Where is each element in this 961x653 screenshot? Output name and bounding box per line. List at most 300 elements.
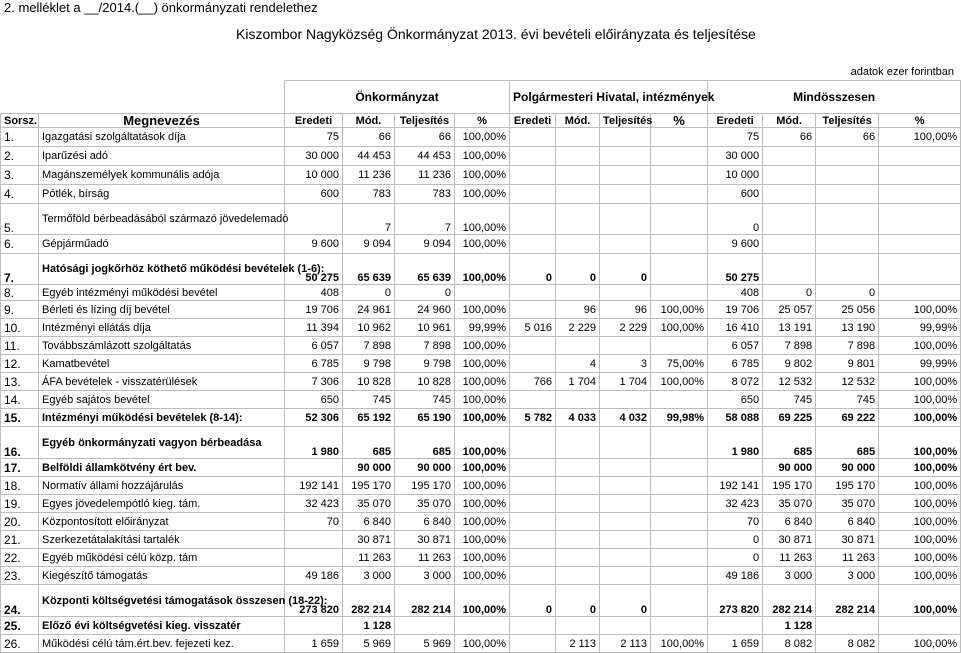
row-name: Igazgatási szolgáltatások díja [39, 128, 285, 147]
cell-value [879, 166, 961, 185]
row-name: Továbbszámlázott szolgáltatás [39, 337, 285, 355]
row-number: 12. [1, 355, 39, 373]
row-number: 2. [1, 147, 39, 166]
cell-value [651, 427, 708, 459]
row-number: 15. [1, 409, 39, 427]
cell-value: 745 [343, 391, 395, 409]
cell-value [600, 185, 651, 204]
cell-value: 100,00% [455, 128, 510, 147]
cell-value: 100,00% [879, 459, 961, 477]
cell-value [510, 285, 556, 301]
cell-value [879, 254, 961, 285]
cell-value [879, 147, 961, 166]
row-name: Központosított előirányzat [39, 513, 285, 531]
cell-value: 32 423 [708, 495, 763, 513]
cell-value: 7 306 [285, 373, 343, 391]
cell-value [556, 477, 600, 495]
col-header: Mód. [343, 114, 395, 128]
cell-value [510, 204, 556, 235]
cell-value: 9 801 [816, 355, 879, 373]
cell-value: 100,00% [651, 301, 708, 319]
cell-value: 100,00% [879, 495, 961, 513]
cell-value [651, 513, 708, 531]
cell-value: 11 236 [343, 166, 395, 185]
table-row [1, 391, 961, 409]
cell-value [600, 166, 651, 185]
cell-value: 8 072 [708, 373, 763, 391]
row-number: 21. [1, 531, 39, 549]
cell-value: 0 [708, 531, 763, 549]
cell-value: 282 214 [816, 585, 879, 617]
cell-value: 99,99% [455, 319, 510, 337]
col-header: % [879, 114, 961, 128]
col-header: Eredeti [285, 114, 343, 128]
cell-value [600, 128, 651, 147]
cell-value: 100,00% [455, 635, 510, 653]
cell-value [510, 635, 556, 653]
row-name: Kamatbevétel [39, 355, 285, 373]
cell-value [763, 166, 816, 185]
cell-value [510, 549, 556, 567]
row-name: Belföldi államkötvény ért bev. [39, 459, 285, 477]
cell-value [556, 391, 600, 409]
cell-value: 1 128 [343, 617, 395, 635]
cell-value [556, 531, 600, 549]
cell-value: 100,00% [879, 635, 961, 653]
cell-value: 9 094 [395, 235, 455, 254]
cell-value: 44 453 [395, 147, 455, 166]
cell-value: 90 000 [816, 459, 879, 477]
cell-value [600, 531, 651, 549]
cell-value: 685 [816, 427, 879, 459]
cell-value: 100,00% [879, 301, 961, 319]
col-header: Teljesítés [395, 114, 455, 128]
row-name: Központi költségvetési támogatások összesen (18-22): [39, 585, 285, 617]
cell-value [651, 549, 708, 567]
table-row [1, 549, 961, 567]
cell-value [556, 147, 600, 166]
units-note: adatok ezer forintban [850, 66, 954, 78]
cell-value: 100,00% [879, 409, 961, 427]
group-onkormanyzat: Önkormányzat [285, 81, 510, 114]
cell-value [816, 147, 879, 166]
cell-value: 7 898 [763, 337, 816, 355]
budget-table [0, 80, 961, 653]
cell-value: 9 094 [343, 235, 395, 254]
cell-value: 3 000 [816, 567, 879, 585]
cell-value [510, 531, 556, 549]
cell-value: 8 082 [816, 635, 879, 653]
row-number: 24. [1, 585, 39, 617]
table-row [1, 235, 961, 254]
cell-value [651, 254, 708, 285]
cell-value: 11 263 [763, 549, 816, 567]
cell-value: 0 [816, 285, 879, 301]
cell-value [651, 531, 708, 549]
cell-value: 99,99% [879, 319, 961, 337]
cell-value [285, 204, 343, 235]
cell-value: 783 [343, 185, 395, 204]
cell-value: 100,00% [455, 185, 510, 204]
cell-value [651, 337, 708, 355]
cell-value [600, 235, 651, 254]
cell-value: 195 170 [395, 477, 455, 495]
cell-value: 0 [708, 204, 763, 235]
col-header: Eredeti [708, 114, 763, 128]
cell-value: 50 275 [708, 254, 763, 285]
row-number: 25. [1, 617, 39, 635]
row-name: Bérleti és lízing díj bevétel [39, 301, 285, 319]
row-name: Egyes jövedelempótló kieg. tám. [39, 495, 285, 513]
cell-value [600, 617, 651, 635]
cell-value: 10 000 [285, 166, 343, 185]
cell-value: 75,00% [651, 355, 708, 373]
cell-value: 745 [395, 391, 455, 409]
cell-value [816, 185, 879, 204]
cell-value: 19 706 [285, 301, 343, 319]
cell-value [651, 166, 708, 185]
cell-value: 99,98% [651, 409, 708, 427]
cell-value: 30 871 [816, 531, 879, 549]
cell-value: 650 [708, 391, 763, 409]
cell-value: 10 961 [395, 319, 455, 337]
cell-value: 7 898 [343, 337, 395, 355]
cell-value: 100,00% [651, 373, 708, 391]
cell-value [708, 617, 763, 635]
table-row [1, 567, 961, 585]
cell-value: 685 [763, 427, 816, 459]
row-number: 16. [1, 427, 39, 459]
cell-value: 195 170 [343, 477, 395, 495]
cell-value [651, 585, 708, 617]
cell-value [651, 617, 708, 635]
cell-value [600, 147, 651, 166]
row-number: 20. [1, 513, 39, 531]
cell-value [556, 204, 600, 235]
cell-value: 65 190 [395, 409, 455, 427]
cell-value: 4 [556, 355, 600, 373]
cell-value: 100,00% [455, 531, 510, 549]
cell-value [510, 459, 556, 477]
cell-value: 44 453 [343, 147, 395, 166]
cell-value: 5 782 [510, 409, 556, 427]
cell-value: 745 [816, 391, 879, 409]
cell-value: 32 423 [285, 495, 343, 513]
table-row [1, 531, 961, 549]
row-number: 14. [1, 391, 39, 409]
cell-value: 11 263 [395, 549, 455, 567]
cell-value [556, 427, 600, 459]
cell-value [510, 617, 556, 635]
cell-value: 100,00% [455, 513, 510, 531]
document-header-note: 2. melléklet a __/2014.(__) önkormányzati rendelethez [4, 0, 318, 15]
cell-value [510, 427, 556, 459]
row-number: 4. [1, 185, 39, 204]
cell-value: 2 113 [556, 635, 600, 653]
cell-value: 90 000 [343, 459, 395, 477]
table-row [1, 301, 961, 319]
cell-value [600, 459, 651, 477]
row-name: Kiegészítő támogatás [39, 567, 285, 585]
row-name: Intézményi ellátás díja [39, 319, 285, 337]
cell-value [556, 166, 600, 185]
col-header: Teljesítés [600, 114, 651, 128]
table-row [1, 285, 961, 301]
cell-value [600, 477, 651, 495]
cell-value [879, 185, 961, 204]
row-number: 8. [1, 285, 39, 301]
row-number: 13. [1, 373, 39, 391]
cell-value: 745 [763, 391, 816, 409]
cell-value [600, 427, 651, 459]
table-row [1, 166, 961, 185]
cell-value [556, 128, 600, 147]
cell-value: 58 088 [708, 409, 763, 427]
table-row [1, 459, 961, 477]
cell-value: 96 [556, 301, 600, 319]
cell-value [651, 459, 708, 477]
row-number: 10. [1, 319, 39, 337]
cell-value: 600 [708, 185, 763, 204]
cell-value: 100,00% [879, 477, 961, 495]
cell-value [600, 495, 651, 513]
cell-value: 100,00% [879, 427, 961, 459]
cell-value [510, 128, 556, 147]
cell-value: 6 057 [708, 337, 763, 355]
row-number: 7. [1, 254, 39, 285]
cell-value: 192 141 [708, 477, 763, 495]
cell-value: 100,00% [455, 355, 510, 373]
cell-value [556, 285, 600, 301]
cell-value: 10 000 [708, 166, 763, 185]
table-row [1, 337, 961, 355]
cell-value: 11 263 [816, 549, 879, 567]
cell-value [285, 617, 343, 635]
cell-value: 7 898 [395, 337, 455, 355]
cell-value: 24 960 [395, 301, 455, 319]
cell-value [510, 355, 556, 373]
cell-value: 1 659 [708, 635, 763, 653]
table-row [1, 185, 961, 204]
table-row [1, 254, 961, 285]
cell-value: 19 706 [708, 301, 763, 319]
cell-value [600, 513, 651, 531]
table-row [1, 495, 961, 513]
cell-value: 12 532 [816, 373, 879, 391]
cell-value [510, 185, 556, 204]
cell-value [510, 301, 556, 319]
cell-value: 6 840 [395, 513, 455, 531]
row-number: 17. [1, 459, 39, 477]
col-header: Mód. [556, 114, 600, 128]
cell-value: 0 [763, 285, 816, 301]
cell-value: 69 225 [763, 409, 816, 427]
table-row [1, 427, 961, 459]
cell-value: 11 263 [343, 549, 395, 567]
cell-value: 1 980 [708, 427, 763, 459]
cell-value: 5 969 [395, 635, 455, 653]
cell-value: 90 000 [763, 459, 816, 477]
table-row [1, 513, 961, 531]
cell-value [816, 617, 879, 635]
cell-value: 65 639 [395, 254, 455, 285]
row-name: Termőföld bérbeadásából származó jövedelemadó [39, 204, 285, 235]
cell-value [510, 495, 556, 513]
cell-value: 0 [343, 285, 395, 301]
cell-value: 6 057 [285, 337, 343, 355]
table-row [1, 409, 961, 427]
row-number: 11. [1, 337, 39, 355]
cell-value: 16 410 [708, 319, 763, 337]
cell-value: 1 659 [285, 635, 343, 653]
cell-value: 7 [343, 204, 395, 235]
cell-value [556, 185, 600, 204]
cell-value [651, 391, 708, 409]
cell-value [708, 459, 763, 477]
cell-value: 282 214 [763, 585, 816, 617]
row-name: Szerkezetátalakítási tartalék [39, 531, 285, 549]
cell-value: 52 306 [285, 409, 343, 427]
cell-value [763, 147, 816, 166]
col-header: Eredeti [510, 114, 556, 128]
cell-value [879, 285, 961, 301]
cell-value: 30 000 [285, 147, 343, 166]
cell-value [556, 549, 600, 567]
cell-value: 10 828 [343, 373, 395, 391]
cell-value: 7 [395, 204, 455, 235]
table-row [1, 617, 961, 635]
cell-value: 650 [285, 391, 343, 409]
row-name: Normatív állami hozzájárulás [39, 477, 285, 495]
table-row [1, 355, 961, 373]
row-name: Gépjárműadó [39, 235, 285, 254]
cell-value: 13 190 [816, 319, 879, 337]
cell-value: 30 871 [343, 531, 395, 549]
table-row [1, 147, 961, 166]
cell-value: 5 969 [343, 635, 395, 653]
cell-value: 100,00% [455, 549, 510, 567]
cell-value: 70 [285, 513, 343, 531]
cell-value: 100,00% [455, 373, 510, 391]
cell-value: 100,00% [879, 567, 961, 585]
cell-value: 35 070 [816, 495, 879, 513]
col-header: % [651, 114, 708, 128]
row-number: 9. [1, 301, 39, 319]
cell-value [651, 495, 708, 513]
cell-value: 766 [510, 373, 556, 391]
cell-value: 10 828 [395, 373, 455, 391]
row-name: Egyéb működési célú közp. tám [39, 549, 285, 567]
cell-value: 100,00% [879, 128, 961, 147]
cell-value [285, 549, 343, 567]
cell-value [556, 617, 600, 635]
cell-value: 408 [285, 285, 343, 301]
cell-value [510, 391, 556, 409]
table-row [1, 319, 961, 337]
cell-value: 4 033 [556, 409, 600, 427]
cell-value: 30 871 [395, 531, 455, 549]
cell-value: 11 394 [285, 319, 343, 337]
cell-value: 1 980 [285, 427, 343, 459]
row-name: Előző évi költségvetési kieg. visszatér [39, 617, 285, 635]
cell-value: 100,00% [455, 495, 510, 513]
cell-value: 600 [285, 185, 343, 204]
cell-value [816, 166, 879, 185]
cell-value [455, 617, 510, 635]
cell-value: 100,00% [455, 567, 510, 585]
cell-value: 3 000 [395, 567, 455, 585]
cell-value: 1 128 [763, 617, 816, 635]
cell-value: 282 214 [343, 585, 395, 617]
cell-value: 195 170 [763, 477, 816, 495]
cell-value: 25 057 [763, 301, 816, 319]
cell-value: 100,00% [455, 477, 510, 495]
group-mindosszesen: Mindösszesen [708, 81, 961, 114]
cell-value: 24 961 [343, 301, 395, 319]
cell-value [510, 337, 556, 355]
cell-value [651, 204, 708, 235]
row-name: Magánszemélyek kommunális adója [39, 166, 285, 185]
cell-value: 99,99% [879, 355, 961, 373]
cell-value: 11 236 [395, 166, 455, 185]
cell-value [816, 235, 879, 254]
cell-value: 100,00% [879, 391, 961, 409]
cell-value: 100,00% [455, 409, 510, 427]
cell-value: 66 [816, 128, 879, 147]
cell-value: 0 [510, 585, 556, 617]
cell-value: 3 [600, 355, 651, 373]
cell-value: 10 962 [343, 319, 395, 337]
cell-value [600, 567, 651, 585]
row-name: Működési célú tám.ért.bev. fejezeti kez. [39, 635, 285, 653]
cell-value [556, 513, 600, 531]
cell-value [816, 254, 879, 285]
cell-value: 6 840 [816, 513, 879, 531]
cell-value: 2 229 [600, 319, 651, 337]
table-row [1, 635, 961, 653]
cell-value: 100,00% [455, 166, 510, 185]
row-name: Egyéb önkormányzati vagyon bérbeadása [39, 427, 285, 459]
table-row [1, 128, 961, 147]
row-number: 3. [1, 166, 39, 185]
cell-value [651, 235, 708, 254]
table-row [1, 204, 961, 235]
cell-value: 100,00% [651, 319, 708, 337]
cell-value [651, 185, 708, 204]
cell-value: 9 600 [285, 235, 343, 254]
cell-value [879, 617, 961, 635]
cell-value: 35 070 [395, 495, 455, 513]
cell-value: 1 704 [600, 373, 651, 391]
cell-value [556, 567, 600, 585]
cell-value: 100,00% [455, 427, 510, 459]
cell-value [600, 337, 651, 355]
cell-value: 0 [600, 585, 651, 617]
cell-value: 35 070 [343, 495, 395, 513]
table-row [1, 373, 961, 391]
cell-value: 6 840 [763, 513, 816, 531]
table-row [1, 477, 961, 495]
cell-value: 100,00% [879, 549, 961, 567]
cell-value: 0 [510, 254, 556, 285]
cell-value: 100,00% [879, 513, 961, 531]
cell-value [651, 567, 708, 585]
cell-value [651, 477, 708, 495]
cell-value: 49 186 [285, 567, 343, 585]
cell-value [879, 235, 961, 254]
cell-value: 12 532 [763, 373, 816, 391]
cell-value [285, 531, 343, 549]
